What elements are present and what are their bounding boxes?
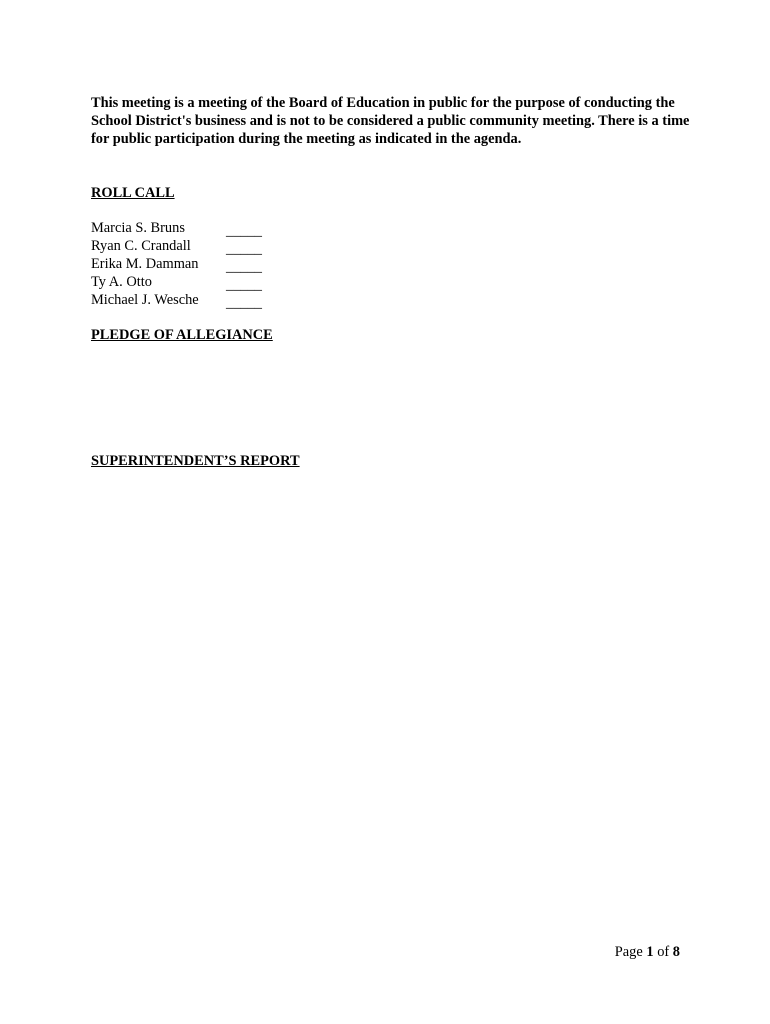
- attendance-blank: _____: [226, 223, 262, 239]
- roll-call-row: [91, 219, 262, 237]
- pledge-heading: PLEDGE OF ALLEGIANCE: [91, 327, 273, 343]
- member-name: Erika M. Damman: [91, 256, 199, 272]
- current-page-number: 1: [646, 944, 654, 960]
- intro-paragraph: This meeting is a meeting of the Board of Education in public for the purpose of conducting the School District's business and is not to be considered a public community meeting. There is a time for public participation during the meeting as indicated in the agenda.: [91, 95, 690, 147]
- roll-call-row: [91, 291, 262, 309]
- roll-call-row: [91, 273, 262, 291]
- attendance-blank: _____: [226, 295, 262, 311]
- total-pages-number: 8: [672, 944, 680, 960]
- member-name: Michael J. Wesche: [91, 292, 199, 308]
- attendance-blank: _____: [226, 277, 262, 293]
- roll-call-row: [91, 255, 262, 273]
- roll-call-heading: ROLL CALL: [91, 185, 175, 201]
- roll-call-list: [91, 219, 262, 309]
- attendance-blank: _____: [226, 241, 262, 257]
- roll-call-row: [91, 237, 262, 255]
- member-name: Marcia S. Bruns: [91, 220, 185, 236]
- member-name: Ty A. Otto: [91, 274, 152, 290]
- member-name: Ryan C. Crandall: [91, 238, 191, 254]
- superintendent-report-heading: SUPERINTENDENT’S REPORT: [91, 453, 300, 469]
- of-word: of: [657, 944, 670, 960]
- page-number: [615, 943, 680, 961]
- attendance-blank: _____: [226, 259, 262, 275]
- page-word: Page: [614, 944, 643, 960]
